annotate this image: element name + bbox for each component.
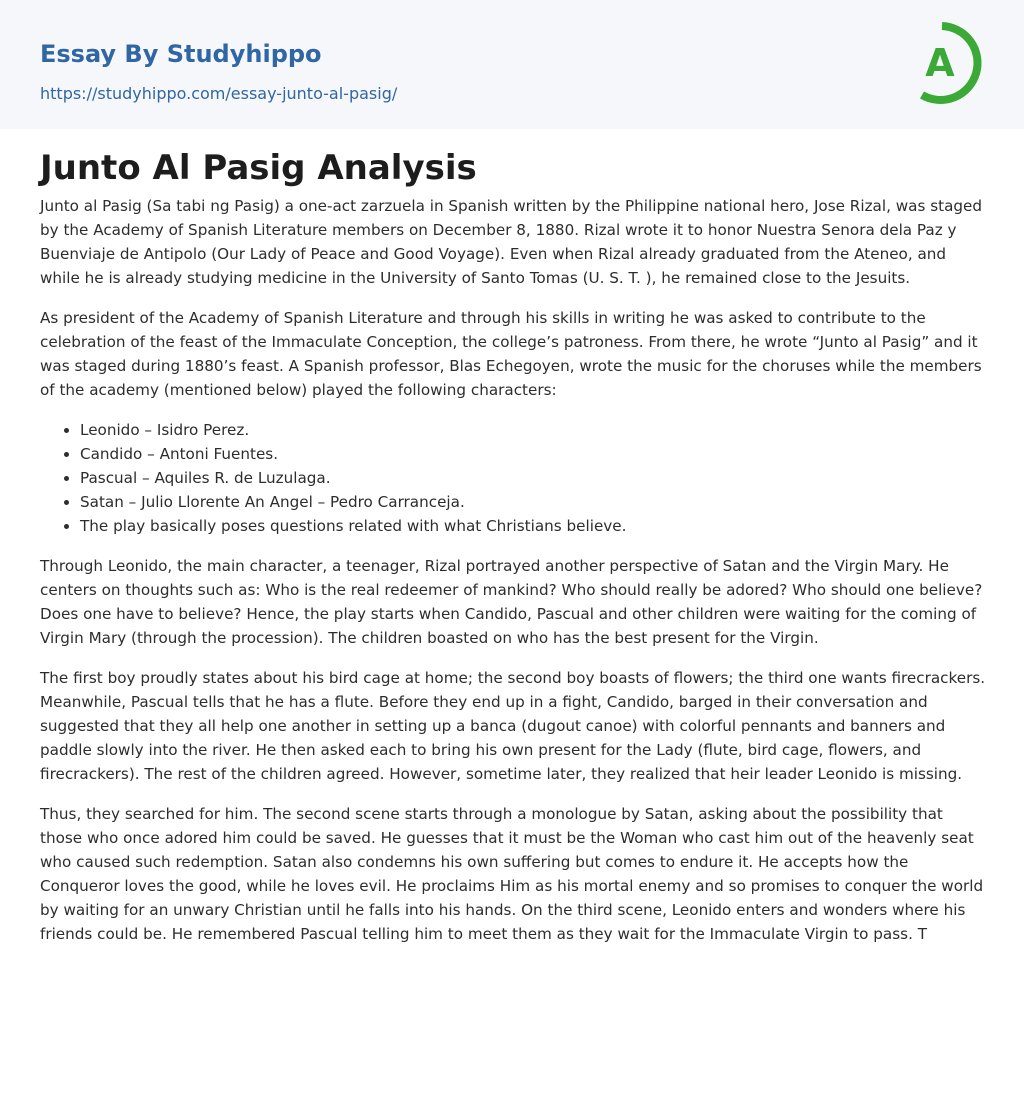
essay-paragraph: As president of the Academy of Spanish Literature and through his skills in writing he was asked to contribute to the celebration of the feast of the Immaculate Conception, the college’s patroness. From there, he wrote “Junto al Pasig” and it was staged during 1880’s feast. A Spanish professor, Blas Echegoyen, wrote the music for the choruses while the members of the academy (mentioned below) played the following characters:	[40, 309, 982, 399]
character-list	[40, 418, 988, 538]
logo-letter: A	[925, 41, 955, 85]
essay-content	[40, 194, 988, 962]
list-item: • Pascual – Aquiles R. de Luzulaga.	[80, 466, 988, 490]
list-item: • Satan – Julio Llorente An Angel – Pedro Carranceja.	[80, 490, 988, 514]
list-item: • Candido – Antoni Fuentes.	[80, 442, 988, 466]
essay-paragraph: The first boy proudly states about his bird cage at home; the second boy boasts of flowers; the third one wants firecrackers. Meanwhile, Pascual tells that he has a flute. Before they end up in a fight, Candido, barged in their conversation and suggested that they all help one another in setting up a banca (dugout canoe) with colorful pennants and banners and paddle slowly into the river. He then asked each to bring his own present for the Lady (flute, bird cage, flowers, and firecrackers). The rest of the children agreed. However, sometime later, they realized that heir leader Leonido is missing.	[40, 669, 986, 783]
essay-url-link[interactable]: https://studyhippo.com/essay-junto-al-pasig/	[40, 84, 398, 103]
list-item: • Leonido – Isidro Perez.	[80, 418, 988, 442]
studyhippo-logo-icon[interactable]	[912, 19, 986, 105]
essay-paragraph: Thus, they searched for him. The second scene starts through a monologue by Satan, asking about the possibility that those who once adored him could be saved. He guesses that it must be the Woman who cast him out of the heavenly seat who caused such redemption. Satan also condemns his own suffering but comes to endure it. He accepts how the Conqueror loves the good, while he loves evil. He proclaims Him as his mortal enemy and so promises to conquer the world by waiting for an unwary Christian until he falls into his hands. On the third scene, Leonido enters and wonders where his friends could be. He remembered Pascual telling him to meet them as they wait for the Immaculate Virgin to pass. T	[40, 805, 984, 943]
site-title[interactable]: Essay By Studyhippo	[40, 40, 322, 68]
essay-paragraph: Junto al Pasig (Sa tabi ng Pasig) a one-act zarzuela in Spanish written by the Philippine national hero, Jose Rizal, was staged by the Academy of Spanish Literature members on December 8, 1880. Rizal wrote it to honor Nuestra Senora dela Paz y Buenviaje de Antipolo (Our Lady of Peace and Good Voyage). Even when Rizal already graduated from the Ateneo, and while he is already studying medicine in the University of Santo Tomas (U. S. T. ), he remained close to the Jesuits.	[40, 197, 982, 287]
page-title: Junto Al Pasig Analysis	[40, 148, 477, 188]
list-item: • The play basically poses questions related with what Christians believe.	[80, 514, 988, 538]
essay-paragraph: Through Leonido, the main character, a teenager, Rizal portrayed another perspective of Satan and the Virgin Mary. He centers on thoughts such as: Who is the real redeemer of mankind? Who should really be adored? Who should one believe? Does one have to believe? Hence, the play starts when Candido, Pascual and other children were waiting for the coming of Virgin Mary (through the procession). The children boasted on who has the best present for the Virgin.	[40, 557, 983, 647]
